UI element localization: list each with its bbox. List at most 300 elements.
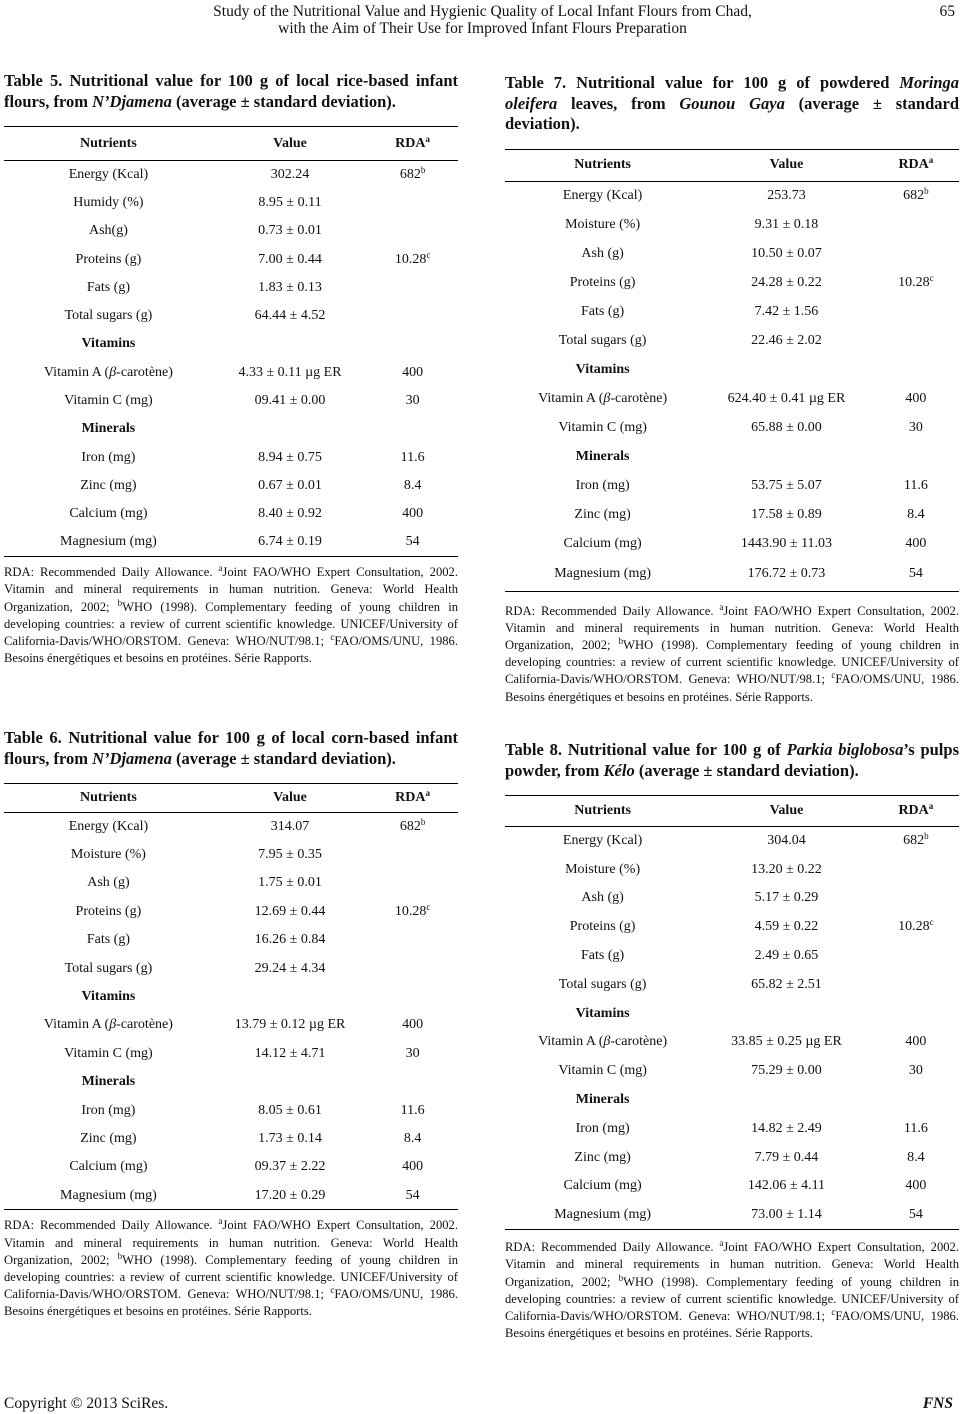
footnote-mark: b bbox=[924, 185, 929, 196]
header-line-2: with the Aim of Their Use for Improved Infant Flours Preparation bbox=[278, 20, 687, 37]
nutrient-value: 7.42 ± 1.56 bbox=[754, 303, 819, 319]
nutrient-value: 624.40 ± 0.41 µg ER bbox=[727, 390, 846, 406]
beta-symbol: β bbox=[109, 364, 117, 380]
note-text: WHO (1998). Complementary feeding of young children in developing countries: a review of current scientific knowledge. UNICEF/University of California-Davis/WHO/ORSTOM. Geneva: WHO/NUT/98.1; bbox=[505, 637, 959, 687]
rda-value: 400 bbox=[905, 390, 927, 406]
footnote-mark: b bbox=[420, 164, 426, 175]
rda-value: 8.4 bbox=[403, 477, 422, 493]
rda-value: 11.6 bbox=[903, 1120, 928, 1136]
col-header-value: Value bbox=[213, 784, 367, 813]
table-row bbox=[505, 942, 959, 971]
rda-value bbox=[367, 926, 458, 954]
table-header-row bbox=[4, 127, 458, 161]
footnote-mark: a bbox=[425, 133, 431, 144]
nutrient-name: Energy (Kcal) bbox=[562, 187, 643, 203]
table8-caption bbox=[505, 740, 959, 781]
rda-number: 10.28 bbox=[394, 903, 427, 919]
col-header-rda bbox=[873, 149, 959, 181]
nutrient-name: Calcium (mg) bbox=[69, 506, 148, 522]
rda-value: 11.6 bbox=[400, 1102, 425, 1118]
nutrient-name: Iron (mg) bbox=[575, 1120, 630, 1136]
label-part: Vitamin A ( bbox=[538, 1034, 604, 1050]
header-line-1: Study of the Nutritional Value and Hygienic Quality of Local Infant Flours from Chad, bbox=[213, 3, 752, 20]
note-text: RDA: Recommended Daily Allowance. bbox=[505, 1240, 720, 1255]
nutrient-name: Ash (g) bbox=[581, 245, 624, 261]
table-row bbox=[505, 1086, 959, 1115]
nutrient-value: 75.29 ± 0.00 bbox=[751, 1063, 822, 1079]
nutrient-value: 17.20 ± 0.29 bbox=[213, 1182, 367, 1210]
rda-value: 400 bbox=[402, 1017, 424, 1033]
nutrient-name: Energy (Kcal) bbox=[68, 166, 149, 182]
nutrient-name: Humidy (%) bbox=[73, 194, 144, 210]
footnote-mark: a bbox=[719, 1238, 724, 1249]
rda-value: 8.4 bbox=[907, 1149, 925, 1165]
nutrient-name: Energy (Kcal) bbox=[68, 818, 149, 834]
nutrient-name: Fats (g) bbox=[86, 932, 130, 948]
rda-value bbox=[367, 302, 458, 330]
nutrient-name: Iron (mg) bbox=[81, 1102, 136, 1118]
table-row bbox=[505, 1028, 959, 1057]
footnote-mark: a bbox=[218, 1216, 223, 1227]
col-header-nutrients: Nutrients bbox=[505, 796, 700, 827]
nutrient-value: 253.73 bbox=[767, 187, 806, 203]
nutrient-value: 176.72 ± 0.73 bbox=[700, 558, 873, 591]
footnote-mark: c bbox=[831, 1306, 836, 1317]
nutrient-name: Magnesium (mg) bbox=[4, 528, 213, 556]
nutrient-name: Vitamin C (mg) bbox=[558, 419, 647, 435]
rda-value bbox=[873, 855, 959, 884]
label-part: Vitamin A ( bbox=[43, 1017, 110, 1033]
footnote-mark: b bbox=[117, 597, 123, 608]
rda-number: 682 bbox=[399, 818, 421, 834]
caption-text: (average ± standard deviation). bbox=[505, 93, 959, 133]
rda-value: 30 bbox=[908, 419, 923, 435]
table-row bbox=[505, 239, 959, 268]
table-row bbox=[505, 500, 959, 529]
col-header-nutrients: Nutrients bbox=[4, 127, 213, 161]
nutrient-value: 4.59 ± 0.22 bbox=[754, 919, 819, 935]
nutrient-value: 12.69 ± 0.44 bbox=[254, 903, 326, 919]
footnote-mark: a bbox=[928, 155, 934, 165]
rda-number: 10.28 bbox=[394, 251, 427, 267]
nutrient-name: Vitamin C (mg) bbox=[558, 1063, 647, 1079]
nutrient-value: 14.82 ± 2.49 bbox=[751, 1120, 822, 1136]
table-row bbox=[4, 1125, 458, 1153]
note-text: WHO (1998). Complementary feeding of young children in developing countries: a review of current scientific knowledge. UNICEF/University of California-Davis/WHO/ORSTOM. Geneva: WHO/NUT/98.1; bbox=[4, 1252, 458, 1302]
rda-value bbox=[367, 869, 458, 897]
nutrient-name: Calcium (mg) bbox=[563, 1178, 642, 1194]
nutrient-name: Calcium (mg) bbox=[69, 1159, 148, 1175]
rda-value: 400 bbox=[402, 506, 424, 522]
nutrient-name: Proteins (g) bbox=[75, 251, 142, 267]
nutrient-value: 14.12 ± 4.71 bbox=[254, 1045, 326, 1061]
table-row bbox=[4, 443, 458, 471]
beta-symbol: β bbox=[603, 1034, 611, 1050]
page-number: 65 bbox=[939, 3, 955, 20]
section-label-vitamins: Vitamins bbox=[575, 1005, 630, 1021]
footnote-mark: c bbox=[929, 917, 934, 928]
table-row bbox=[4, 330, 458, 358]
table-row bbox=[4, 1182, 458, 1210]
table-row bbox=[505, 326, 959, 355]
section-label-minerals: Minerals bbox=[81, 1074, 136, 1090]
rda-value: 11.6 bbox=[400, 449, 425, 465]
nutrient-value: 0.73 ± 0.01 bbox=[258, 223, 322, 239]
table8-footnote bbox=[505, 1239, 959, 1342]
table-row bbox=[505, 471, 959, 500]
col-header-rda bbox=[873, 796, 959, 827]
rda-value bbox=[367, 898, 458, 926]
nutrient-name: Total sugars (g) bbox=[558, 976, 647, 992]
nutrient-value: 10.50 ± 0.07 bbox=[751, 245, 822, 261]
rda-value bbox=[873, 181, 959, 210]
table-row bbox=[505, 999, 959, 1028]
caption-species: Parkia biglobosa bbox=[786, 740, 904, 759]
nutrient-value: 9.31 ± 0.18 bbox=[754, 216, 819, 232]
table5-caption bbox=[4, 71, 458, 112]
nutrient-value: 64.44 ± 4.52 bbox=[254, 308, 326, 324]
note-text: Joint FAO/WHO Expert Consultation, 2002. Vitamin and mineral requirements in human nutrition. Geneva: World Health Organization, 2002; bbox=[505, 1240, 959, 1289]
col-header-value: Value bbox=[213, 127, 367, 161]
nutrient-name: Zinc (mg) bbox=[80, 477, 137, 493]
nutrient-name: Vitamin C (mg) bbox=[64, 1045, 153, 1061]
nutrient-name: Ash (g) bbox=[581, 890, 624, 906]
table-row bbox=[505, 529, 959, 558]
nutrient-value: 8.05 ± 0.61 bbox=[258, 1102, 322, 1118]
footnote-mark: c bbox=[330, 631, 335, 642]
table-row bbox=[505, 884, 959, 913]
footnote-mark: c bbox=[929, 272, 934, 283]
caption-text: Table 7. Nutritional value for 100 g of powdered bbox=[505, 73, 900, 92]
col-header-nutrients: Nutrients bbox=[505, 149, 700, 181]
table6-block bbox=[4, 728, 458, 1321]
rda-value: 400 bbox=[402, 1159, 424, 1175]
rda-value bbox=[367, 841, 458, 869]
copyright-notice: Copyright © 2013 SciRes. bbox=[4, 1395, 169, 1412]
nutrient-value: 1.83 ± 0.13 bbox=[258, 279, 322, 295]
footnote-mark: b bbox=[924, 831, 929, 842]
footnote-mark: b bbox=[618, 1272, 624, 1283]
note-text: FAO/OMS/UNU, 1986. Besoins énergétiques et besoins en protéines. Série Rapports. bbox=[505, 1308, 959, 1341]
section-label-minerals: Minerals bbox=[575, 448, 630, 464]
nutrient-value: 1.73 ± 0.14 bbox=[258, 1130, 322, 1146]
table-row bbox=[4, 500, 458, 528]
rda-number: 682 bbox=[903, 187, 925, 203]
nutrient-name: Fats (g) bbox=[581, 303, 625, 319]
table6-caption bbox=[4, 728, 458, 769]
note-text: FAO/OMS/UNU, 1986. Besoins énergétiques et besoins en protéines. Série Rapports. bbox=[4, 1287, 458, 1319]
note-text: Joint FAO/WHO Expert Consultation, 2002. Vitamin and mineral requirements in human nutrition. Geneva: World Health Organization, 2002; bbox=[4, 565, 458, 614]
footnote-mark: c bbox=[426, 249, 431, 260]
rda-value: 30 bbox=[908, 1063, 923, 1079]
table-row bbox=[4, 217, 458, 245]
rda-value: 400 bbox=[402, 364, 424, 380]
nutrient-name: Moisture (%) bbox=[565, 861, 641, 877]
label-part: -carotène) bbox=[610, 1034, 668, 1050]
caption-text: (average ± standard deviation). bbox=[171, 91, 396, 111]
table-row bbox=[4, 813, 458, 841]
note-text: WHO (1998). Complementary feeding of young children in developing countries: a review of current scientific knowledge. UNICEF/University of California-Davis/WHO/ORSTOM. Geneva: WHO/NUT/98.1; bbox=[505, 1274, 959, 1323]
nutrient-value: 302.24 bbox=[270, 166, 310, 182]
footnote-mark: a bbox=[425, 788, 431, 798]
rda-number: 10.28 bbox=[898, 919, 930, 935]
rda-value bbox=[367, 245, 458, 273]
nutrient-value: 6.74 ± 0.19 bbox=[213, 528, 367, 556]
table-row bbox=[505, 413, 959, 442]
table-header-row bbox=[505, 149, 959, 181]
nutrient-name: Proteins (g) bbox=[569, 274, 636, 290]
nutrient-value: 29.24 ± 4.34 bbox=[254, 960, 326, 976]
nutrient-name: Zinc (mg) bbox=[574, 506, 631, 522]
beta-symbol: β bbox=[603, 390, 611, 406]
table-row bbox=[4, 302, 458, 330]
nutrient-name: Fats (g) bbox=[86, 279, 130, 295]
section-label-vitamins: Vitamins bbox=[81, 989, 136, 1005]
rda-value bbox=[367, 217, 458, 245]
table-row bbox=[4, 415, 458, 443]
footnote-mark: c bbox=[831, 670, 836, 681]
table-row bbox=[505, 970, 959, 999]
rda-value: 54 bbox=[367, 1182, 458, 1210]
nutrient-name bbox=[4, 1011, 213, 1039]
table-header-row bbox=[4, 784, 458, 813]
rda-value bbox=[367, 189, 458, 217]
table-row bbox=[505, 827, 959, 856]
table7-caption bbox=[505, 73, 959, 135]
label-part: Vitamin A ( bbox=[43, 364, 110, 380]
nutrient-name: Zinc (mg) bbox=[574, 1149, 631, 1165]
nutrient-name: Total sugars (g) bbox=[64, 308, 153, 324]
nutrient-name: Energy (Kcal) bbox=[562, 833, 643, 849]
caption-place: Gounou Gaya bbox=[679, 93, 785, 113]
rda-value bbox=[873, 942, 959, 971]
table-row bbox=[4, 841, 458, 869]
rda-value: 11.6 bbox=[903, 477, 928, 493]
nutrient-value: 0.67 ± 0.01 bbox=[258, 477, 322, 493]
table-row bbox=[4, 472, 458, 500]
caption-place: Kélo bbox=[603, 760, 635, 780]
nutrient-name: Iron (mg) bbox=[575, 477, 630, 493]
nutrient-value: 7.00 ± 0.44 bbox=[258, 251, 322, 267]
nutrient-value: 8.40 ± 0.92 bbox=[258, 506, 322, 522]
beta-symbol: β bbox=[109, 1017, 117, 1033]
rda-number: 10.28 bbox=[898, 274, 930, 290]
rda-label: RDA bbox=[395, 135, 426, 151]
table5 bbox=[4, 126, 458, 557]
table-row bbox=[505, 1114, 959, 1143]
rda-value bbox=[873, 297, 959, 326]
table-row bbox=[4, 274, 458, 302]
table7-block bbox=[505, 73, 959, 706]
note-text: RDA: Recommended Daily Allowance. bbox=[4, 565, 219, 580]
table-row bbox=[4, 926, 458, 954]
table-row bbox=[4, 1153, 458, 1181]
nutrient-value: 33.85 ± 0.25 µg ER bbox=[731, 1034, 842, 1050]
nutrient-name: Magnesium (mg) bbox=[505, 558, 700, 591]
section-label-vitamins: Vitamins bbox=[575, 361, 630, 377]
table-row bbox=[4, 898, 458, 926]
footnote-mark: a bbox=[719, 601, 724, 612]
table-row bbox=[505, 355, 959, 384]
nutrient-value: 8.95 ± 0.11 bbox=[258, 194, 322, 210]
table-row bbox=[505, 384, 959, 413]
nutrient-value: 73.00 ± 1.14 bbox=[700, 1201, 873, 1230]
table-row bbox=[505, 268, 959, 297]
rda-value: 30 bbox=[405, 1045, 420, 1061]
table8 bbox=[505, 795, 959, 1230]
table5-block bbox=[4, 71, 458, 667]
col-header-value: Value bbox=[700, 149, 873, 181]
nutrient-name: Proteins (g) bbox=[569, 919, 636, 935]
section-label-minerals: Minerals bbox=[575, 1092, 630, 1108]
rda-value: 54 bbox=[873, 558, 959, 591]
rda-value bbox=[873, 326, 959, 355]
note-text: RDA: Recommended Daily Allowance. bbox=[4, 1218, 219, 1233]
caption-text: ’s pulps powder, from bbox=[505, 740, 959, 780]
nutrient-name: Proteins (g) bbox=[75, 903, 142, 919]
table-row bbox=[505, 181, 959, 210]
table-row bbox=[4, 245, 458, 273]
nutrient-name: Calcium (mg) bbox=[563, 535, 642, 551]
caption-text: Table 6. Nutritional value for 100 g of local corn-based infant flours, from bbox=[4, 728, 458, 768]
table-row bbox=[4, 1068, 458, 1096]
nutrient-name: Ash(g) bbox=[88, 223, 128, 239]
nutrient-value: 09.41 ± 0.00 bbox=[254, 393, 326, 409]
table-row bbox=[4, 359, 458, 387]
rda-value: 8.4 bbox=[403, 1130, 422, 1146]
caption-place: N’Djamena bbox=[92, 91, 172, 111]
nutrient-value: 7.79 ± 0.44 bbox=[754, 1149, 819, 1165]
footnote-mark: b bbox=[117, 1250, 123, 1261]
rda-value bbox=[367, 954, 458, 982]
rda-value bbox=[873, 970, 959, 999]
table-row bbox=[505, 855, 959, 884]
caption-text: Table 5. Nutritional value for 100 g of local rice-based infant flours, from bbox=[4, 71, 458, 111]
nutrient-name: Moisture (%) bbox=[565, 216, 641, 232]
nutrient-value: 24.28 ± 0.22 bbox=[751, 274, 822, 290]
nutrient-value: 2.49 ± 0.65 bbox=[754, 948, 819, 964]
rda-value bbox=[367, 161, 458, 189]
table-row bbox=[4, 387, 458, 415]
rda-value bbox=[873, 268, 959, 297]
nutrient-name: Total sugars (g) bbox=[558, 332, 647, 348]
rda-value: 400 bbox=[905, 1178, 927, 1194]
label-part: -carotène) bbox=[116, 1017, 173, 1033]
table-row bbox=[4, 1040, 458, 1068]
table-row bbox=[4, 161, 458, 189]
table-row bbox=[4, 1011, 458, 1039]
footnote-mark: b bbox=[618, 635, 624, 646]
nutrient-name: Fats (g) bbox=[581, 948, 625, 964]
rda-number: 682 bbox=[903, 833, 925, 849]
col-header-rda bbox=[367, 127, 458, 161]
nutrient-value: 1443.90 ± 11.03 bbox=[740, 535, 833, 551]
note-text: RDA: Recommended Daily Allowance. bbox=[505, 603, 720, 618]
rda-value bbox=[873, 210, 959, 239]
table-row bbox=[505, 558, 959, 591]
table-row bbox=[4, 189, 458, 217]
nutrient-value: 4.33 ± 0.11 µg ER bbox=[238, 364, 342, 380]
table-row bbox=[505, 1143, 959, 1172]
nutrient-value: 7.95 ± 0.35 bbox=[258, 847, 322, 863]
nutrient-name: Moisture (%) bbox=[70, 847, 146, 863]
table-row bbox=[505, 442, 959, 471]
rda-label: RDA bbox=[898, 803, 929, 818]
table-row bbox=[505, 210, 959, 239]
rda-value: 54 bbox=[873, 1201, 959, 1230]
nutrient-name bbox=[4, 359, 213, 387]
table-row bbox=[505, 1201, 959, 1230]
table7-footnote bbox=[505, 603, 959, 706]
nutrient-name: Iron (mg) bbox=[81, 449, 136, 465]
footnote-mark: c bbox=[330, 1285, 335, 1296]
nutrient-value: 304.04 bbox=[767, 833, 806, 849]
label-part: Vitamin A ( bbox=[538, 390, 604, 406]
nutrient-value: 13.20 ± 0.22 bbox=[751, 861, 822, 877]
table-row bbox=[4, 983, 458, 1011]
table-row bbox=[4, 528, 458, 556]
col-header-rda bbox=[367, 784, 458, 813]
rda-value bbox=[367, 813, 458, 841]
nutrient-value: 65.88 ± 0.00 bbox=[751, 419, 822, 435]
nutrient-value: 17.58 ± 0.89 bbox=[751, 506, 822, 522]
table5-footnote bbox=[4, 564, 458, 667]
note-text: FAO/OMS/UNU, 1986. Besoins énergétiques et besoins en protéines. Série Rapports. bbox=[505, 672, 959, 704]
journal-abbrev: FNS bbox=[922, 1395, 953, 1412]
nutrient-value: 53.75 ± 5.07 bbox=[751, 477, 822, 493]
table8-block bbox=[505, 740, 959, 1342]
nutrient-name bbox=[505, 384, 700, 413]
rda-value: 30 bbox=[405, 393, 420, 409]
running-header bbox=[0, 3, 965, 37]
table-header-row bbox=[505, 796, 959, 827]
table-row bbox=[4, 869, 458, 897]
col-header-value: Value bbox=[700, 796, 873, 827]
table-row bbox=[505, 297, 959, 326]
nutrient-value: 5.17 ± 0.29 bbox=[754, 890, 819, 906]
nutrient-name bbox=[505, 1028, 700, 1057]
note-text: Joint FAO/WHO Expert Consultation, 2002. Vitamin and mineral requirements in human nutrition. Geneva: World Health Organization, 2002; bbox=[4, 1218, 458, 1267]
rda-value: 400 bbox=[905, 1034, 927, 1050]
nutrient-name: Magnesium (mg) bbox=[4, 1182, 213, 1210]
nutrient-value: 8.94 ± 0.75 bbox=[258, 449, 322, 465]
nutrient-value: 22.46 ± 2.02 bbox=[751, 332, 822, 348]
rda-value bbox=[873, 884, 959, 913]
footnote-mark: c bbox=[426, 901, 431, 912]
footnote-mark: b bbox=[420, 816, 426, 827]
rda-value: 8.4 bbox=[907, 506, 925, 522]
nutrient-value: 16.26 ± 0.84 bbox=[254, 932, 326, 948]
caption-text: (average ± standard deviation). bbox=[634, 760, 859, 780]
note-text: FAO/OMS/UNU, 1986. Besoins énergétiques et besoins en protéines. Série Rapports. bbox=[4, 633, 458, 666]
note-text: WHO (1998). Complementary feeding of young children in developing countries: a review of current scientific knowledge. UNICEF/University of California-Davis/WHO/ORSTOM. Geneva: WHO/NUT/98.1; bbox=[4, 599, 458, 648]
rda-value: 400 bbox=[905, 535, 927, 551]
table-row bbox=[505, 1057, 959, 1086]
table6 bbox=[4, 783, 458, 1210]
section-label-vitamins: Vitamins bbox=[81, 336, 136, 352]
rda-value bbox=[873, 913, 959, 942]
table-row bbox=[4, 954, 458, 982]
nutrient-value: 65.82 ± 2.51 bbox=[751, 976, 822, 992]
table-row bbox=[505, 1172, 959, 1201]
table7 bbox=[505, 149, 959, 592]
footnote-mark: a bbox=[928, 801, 934, 811]
rda-value: 54 bbox=[367, 528, 458, 556]
col-header-nutrients: Nutrients bbox=[4, 784, 213, 813]
label-part: -carotène) bbox=[116, 364, 173, 380]
rda-value bbox=[367, 274, 458, 302]
section-label-minerals: Minerals bbox=[81, 421, 136, 437]
